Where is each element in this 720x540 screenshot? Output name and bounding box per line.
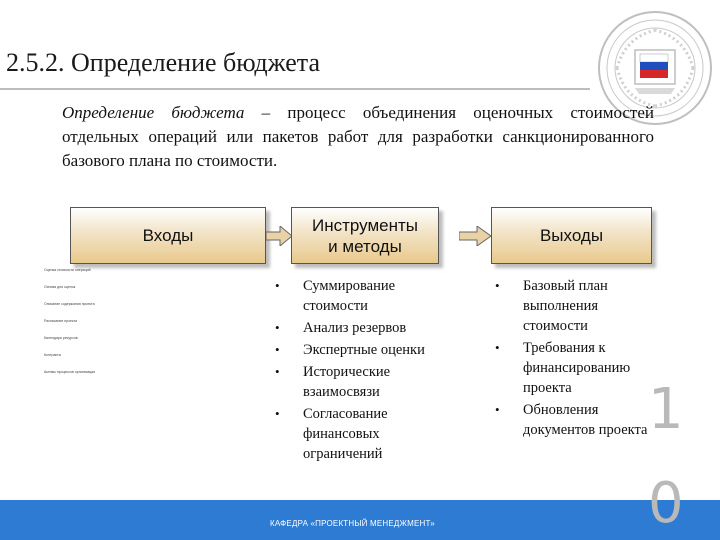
tools-list — [275, 276, 445, 466]
arrow-right-icon — [266, 226, 292, 246]
arrow-right-icon — [459, 226, 491, 246]
list-item: • Анализ резервов — [275, 318, 445, 338]
inputs-label: Входы — [142, 226, 194, 245]
tools-box — [291, 207, 439, 264]
list-item: • Исторические взаимосвязи — [275, 362, 445, 402]
definition-term: Определение бюджета — [62, 103, 245, 122]
definition-body: – процесс объединения оценочных стоимостей отдельных операций или пакетов работ для разработки санкционированного базового плана по стоимости. — [62, 103, 655, 170]
footer-text: КАФЕДРА «ПРОЕКТНЫЙ МЕНЕДЖМЕНТ» — [270, 519, 435, 528]
list-item: Активы процессов организации — [44, 370, 96, 374]
slide-number-digit-2: 0 — [648, 471, 684, 536]
list-item: • Обновления документов проекта — [495, 400, 665, 440]
slide-title: 2.5.2. Определение бюджета — [6, 48, 320, 77]
outputs-box — [491, 207, 652, 264]
list-item: • Требования к финансированию проекта — [495, 338, 665, 398]
inputs-box — [70, 207, 266, 264]
list-item: • Базовый план выполнения стоимости — [495, 276, 665, 336]
definition-text — [62, 101, 654, 173]
tools-label-line2: и методы — [328, 236, 402, 256]
list-item: Расписание проекта — [44, 319, 78, 323]
list-item: Описание содержания проекта — [44, 302, 95, 306]
slide-number-digit-1: 1 — [648, 377, 684, 442]
list-item: Основа для оценок — [44, 285, 76, 289]
list-item: • Согласование финансовых ограничений — [275, 404, 445, 464]
list-item: Оценка стоимости операций — [44, 268, 91, 272]
inputs-list — [44, 268, 95, 387]
tools-label-line1: Инструменты — [311, 215, 418, 235]
list-item: Контракты — [44, 353, 62, 357]
outputs-list — [495, 276, 665, 442]
list-item: • Суммирование стоимости — [275, 276, 445, 316]
outputs-label: Выходы — [539, 226, 604, 245]
title-divider — [0, 88, 590, 90]
list-item: Календари ресурсов — [44, 336, 78, 340]
list-item: • Экспертные оценки — [275, 340, 445, 360]
